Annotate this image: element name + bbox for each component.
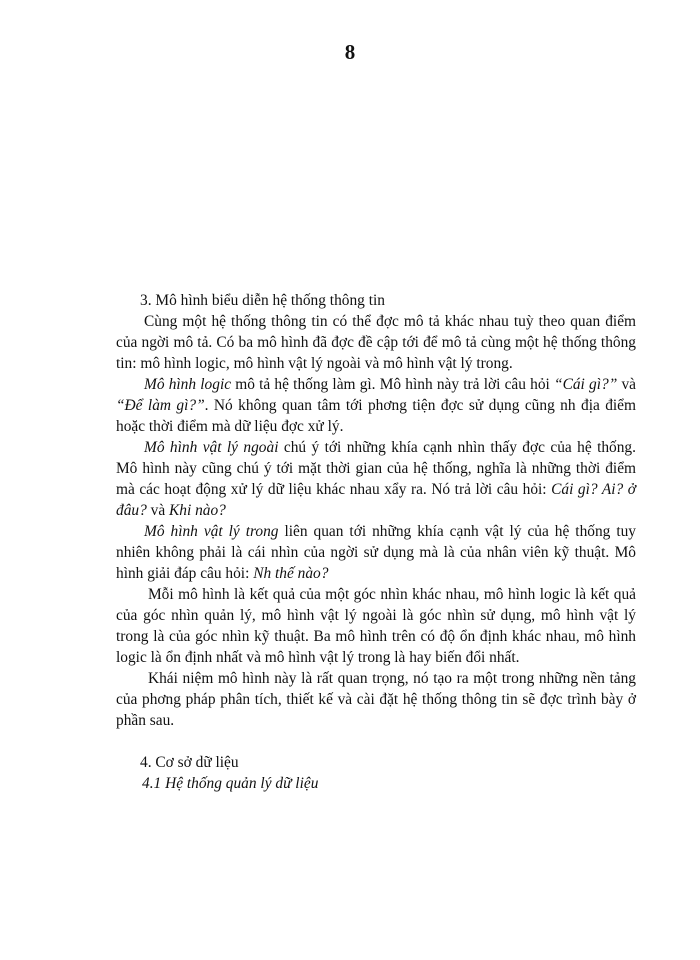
section-4-1-heading: 4.1 Hệ thống quản lý dữ liệu — [142, 775, 319, 792]
paragraph-model-comparison: Mỗi mô hình là kết quả của một góc nhìn khác nhau, mô hình logic là kết quả của góc nhìn quản lý, mô hình vật lý ngoài là góc nhìn sử dụng, mô hình vật lý trong là của góc nhìn kỹ thuật. Ba mô hình trên có độ ổn định khác nhau, mô hình logic là ổn định nhất và mô hình vật lý trong là hay biến đổi nhất. — [116, 586, 636, 666]
term-internal-physical-model: Mô hình vật lý trong — [144, 523, 279, 540]
term-external-physical-model: Mô hình vật lý ngoài — [144, 439, 279, 456]
section-4-heading: 4. Cơ sở dữ liệu — [140, 754, 239, 771]
section-3-heading: 3. Mô hình biểu diễn hệ thống thông tin — [140, 292, 385, 309]
paragraph-logic-model: Mô hình logic mô tả hệ thống làm gì. Mô hình này trả lời câu hỏi “Cái gì?” và “Để làm gì?”. Nó không quan tâm tới phơng tiện đợc sử dụng cũng nh địa điểm hoặc thời điểm mà dữ liệu đợc xử lý. — [116, 376, 636, 435]
paragraph-intro: Cùng một hệ thống thông tin có thể đợc mô tả khác nhau tuỳ theo quan điểm của ngời mô tả. Có ba mô hình đã đợc đề cập tới để mô tả cùng một hệ thống thông tin: mô hình logic, mô hình vật lý ngoài và mô hình vật lý trong. — [116, 313, 636, 372]
paragraph-external-physical-model: Mô hình vật lý ngoài chú ý tới những khía cạnh nhìn thấy đợc của hệ thống. Mô hình này cũng chú ý tới mặt thời gian của hệ thống, nghĩa là những thời điểm mà các hoạt động xử lý dữ liệu khác nhau xẩy ra. Nó trả lời câu hỏi: Cái gì? Ai? ở đâu? và Khi nào? — [116, 439, 636, 519]
term-logic-model: Mô hình logic — [144, 376, 232, 393]
paragraph-model-importance: Khái niệm mô hình này là rất quan trọng, nó tạo ra một trong những nền tảng của phơng pháp phân tích, thiết kế và cài đặt hệ thống thông tin sẽ đợc trình bày ở phần sau. — [116, 670, 636, 729]
page-number: 8 — [344, 40, 356, 64]
page-body — [116, 290, 636, 794]
section-gap — [116, 731, 636, 752]
paragraph-internal-physical-model: Mô hình vật lý trong liên quan tới những khía cạnh vật lý của hệ thống tuy nhiên không phải là cái nhìn của ngời sử dụng mà là của nhân viên kỹ thuật. Mô hình giải đáp câu hỏi: Nh thế nào? — [116, 523, 636, 582]
